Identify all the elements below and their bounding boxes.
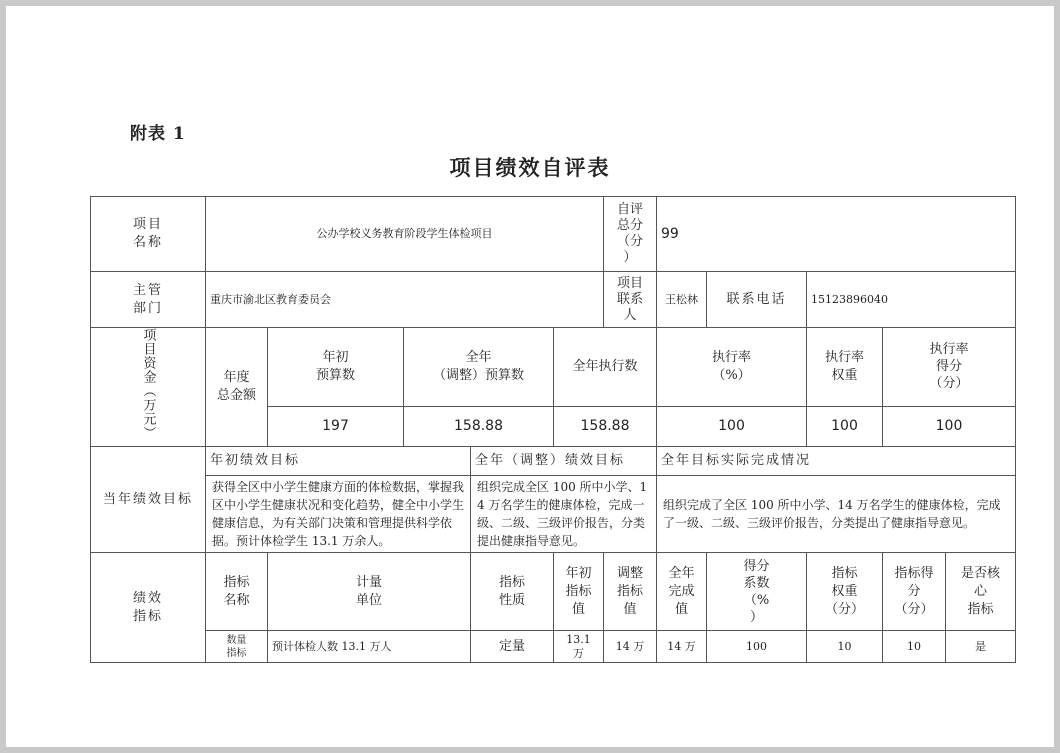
goals-header-row — [91, 447, 1016, 476]
performance-evaluation-table — [90, 196, 1016, 663]
indicator-unit: 预计体检人数 13.1 万人 — [268, 631, 471, 663]
department-label: 主管 部门 — [91, 272, 206, 328]
indicators-side-label: 绩效 指标 — [91, 553, 206, 663]
adjusted-goal-header: 全年（调整）绩效目标 — [471, 447, 657, 476]
adjusted-value: 14 万 — [604, 631, 657, 663]
indicators-header-row — [91, 553, 1016, 631]
score-value: 10 — [883, 631, 946, 663]
adjusted-budget-value: 158.88 — [404, 406, 554, 446]
indicator-unit-header: 计量 单位 — [268, 553, 471, 631]
core-indicator-value: 是 — [946, 631, 1016, 663]
weight-header: 指标 权重 （分） — [807, 553, 883, 631]
adjusted-value-header: 调整 指标 值 — [604, 553, 657, 631]
document-page — [6, 6, 1054, 747]
indicator-nature: 定量 — [471, 631, 554, 663]
initial-budget-header: 年初 预算数 — [268, 328, 404, 407]
goals-text-row — [91, 476, 1016, 553]
department-value: 重庆市渝北区教育委员会 — [206, 272, 604, 328]
appendix-label: 附表 1 — [130, 124, 186, 144]
document-title: 项目绩效自评表 — [449, 155, 611, 180]
contact-label: 项目 联系 人 — [604, 272, 657, 328]
contact-value: 王松林 — [657, 272, 707, 328]
adjusted-budget-header: 全年 （调整）预算数 — [404, 328, 554, 407]
initial-budget-value: 197 — [268, 406, 404, 446]
coefficient-value: 100 — [707, 631, 807, 663]
exec-weight-header: 执行率 权重 — [807, 328, 883, 407]
exec-rate-header: 执行率 （%） — [657, 328, 807, 407]
phone-value: 15123896040 — [807, 272, 1016, 328]
coefficient-header: 得分 系数 （% ） — [707, 553, 807, 631]
completed-value-header: 全年 完成 值 — [657, 553, 707, 631]
funds-header-row — [91, 328, 1016, 407]
indicator-name-header: 指标 名称 — [206, 553, 268, 631]
exec-score-value: 100 — [883, 406, 1016, 446]
adjusted-goal-text: 组织完成全区 100 所中小学、14 万名学生的健康体检，完成一级、二级、三级评价报告，分类提出健康指导意见。 — [471, 476, 657, 553]
funds-side-label: 项目资金（万元） — [140, 328, 156, 440]
department-row — [91, 272, 1016, 328]
phone-label: 联系电话 — [707, 272, 807, 328]
project-name-row — [91, 197, 1016, 272]
goals-side-label: 当年绩效目标 — [91, 447, 206, 553]
total-score-label: 自评 总分 （分 ） — [604, 197, 657, 272]
completed-value: 14 万 — [657, 631, 707, 663]
initial-value: 13.1 万 — [554, 631, 604, 663]
actual-completion-header: 全年目标实际完成情况 — [657, 447, 1016, 476]
weight-value: 10 — [807, 631, 883, 663]
annual-total-label: 年度 总金额 — [206, 328, 268, 447]
initial-value-header: 年初 指标 值 — [554, 553, 604, 631]
actual-completion-text: 组织完成了全区 100 所中小学、14 万名学生的健康体检，完成了一级、二级、三级评价报告，分类提出了健康指导意见。 — [657, 476, 1016, 553]
total-score-value: 99 — [657, 197, 1016, 272]
core-indicator-header: 是否核 心 指标 — [946, 553, 1016, 631]
indicator-name: 数量 指标 — [206, 631, 268, 663]
score-header: 指标得 分 （分） — [883, 553, 946, 631]
project-name-label: 项目 名称 — [91, 197, 206, 272]
indicator-nature-header: 指标 性质 — [471, 553, 554, 631]
funds-side-label-cell — [91, 328, 206, 447]
exec-score-header: 执行率 得分 （分） — [883, 328, 1016, 407]
initial-goal-text: 获得全区中小学生健康方面的体检数据，掌握我区中小学生健康状况和变化趋势，健全中小学生健康信息，为有关部门决策和管理提供科学依据。预计体检学生 13.1 万余人。 — [206, 476, 471, 553]
executed-value: 158.88 — [554, 406, 657, 446]
executed-header: 全年执行数 — [554, 328, 657, 407]
initial-goal-header: 年初绩效目标 — [206, 447, 471, 476]
exec-rate-value: 100 — [657, 406, 807, 446]
indicator-row — [91, 631, 1016, 663]
project-name-value: 公办学校义务教育阶段学生体检项目 — [206, 197, 604, 272]
exec-weight-value: 100 — [807, 406, 883, 446]
